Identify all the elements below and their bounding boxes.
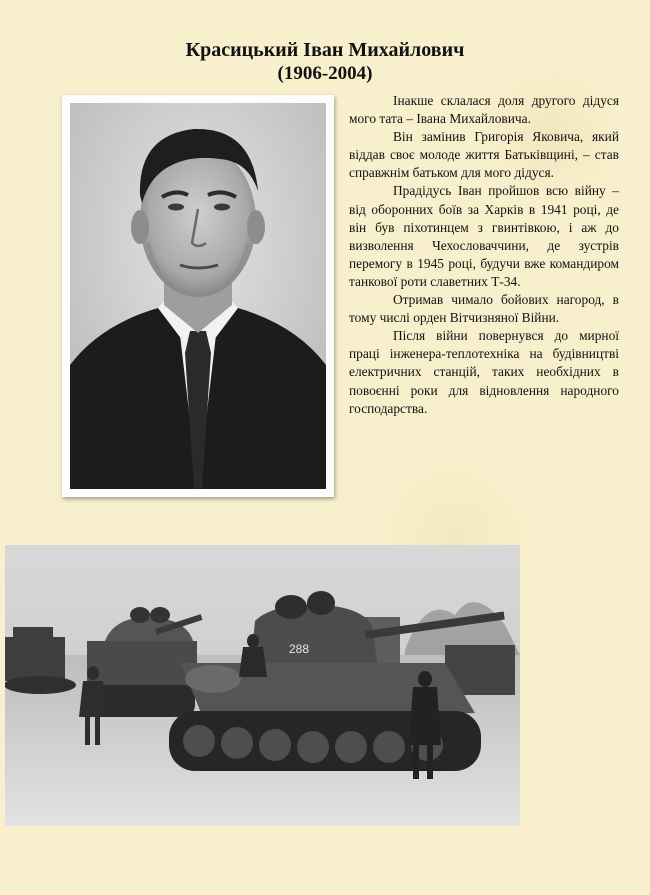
tank-column-photo xyxy=(5,545,520,826)
turret-number: 288 xyxy=(289,642,310,656)
bio-paragraph: Інакше склалася доля другого дідуся мого тата – Івана Михайловича. xyxy=(349,93,619,127)
page-title: Красицький Іван Михайлович xyxy=(185,39,465,61)
portrait-photo xyxy=(70,103,326,489)
biography-text xyxy=(349,92,619,418)
tank-photo-illustration xyxy=(5,545,520,826)
bio-paragraph: Прадідусь Іван пройшов всю війну – від оборонних боїв за Харків в 1941 році, де він був піхотинцем з гвинтівкою, і аж до визволення Чехословаччини, де зустрів перемогу в 1945 році, будучи вже командиром танкової роти славетних Т-34. xyxy=(349,183,619,289)
portrait-frame xyxy=(62,95,334,497)
bio-paragraph: Отримав чимало бойових нагород, в тому числі орден Вітчизняної Війни. xyxy=(349,292,619,326)
life-years: (1906-2004) xyxy=(277,63,373,84)
bio-paragraph: Після війни повернувся до мирної праці інженера-теплотехніка на будівництві електричних станцій, таких необхідних в повоєнні роки для відновлення народного господарства. xyxy=(349,328,619,416)
bio-paragraph: Він замінив Григорія Яковича, який віддав своє молоде життя Батьківщині, – став справжнім батьком для мого дідуся. xyxy=(349,129,619,181)
portrait-illustration xyxy=(70,103,326,489)
